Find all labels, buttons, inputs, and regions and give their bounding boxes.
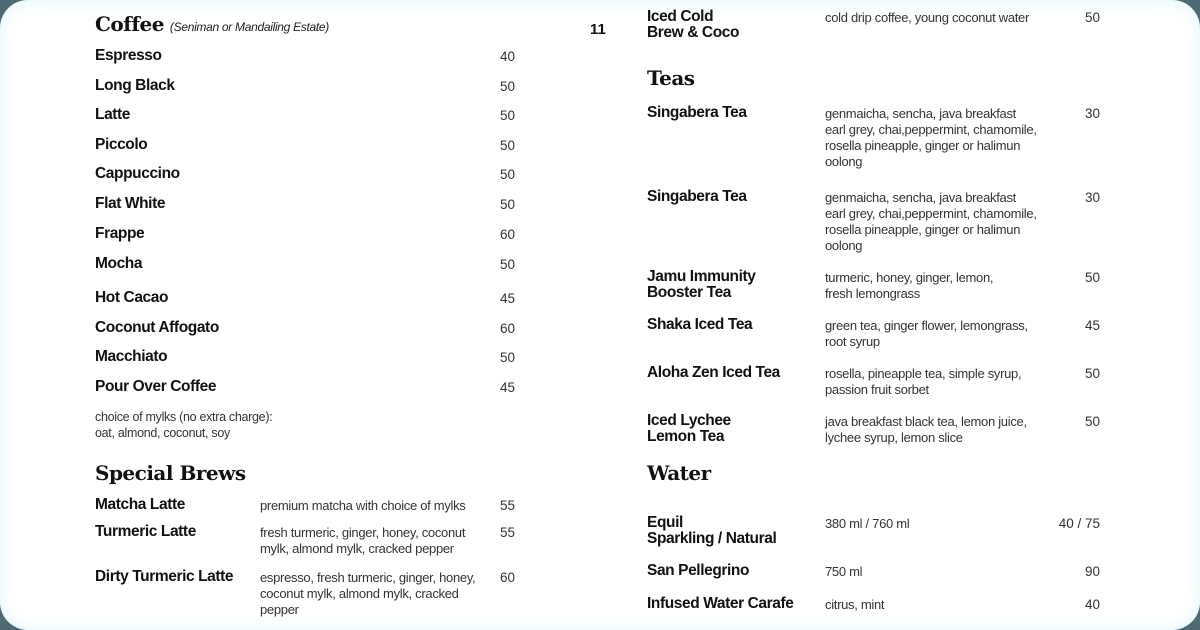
- menu-item-name: Piccolo: [95, 136, 148, 153]
- menu-item-name: [647, 105, 747, 121]
- name-line: Infused Water Carafe: [647, 595, 794, 612]
- menu-item-name: [647, 189, 747, 205]
- desc-line: rosella, pineapple tea, simple syrup,: [825, 366, 1022, 381]
- menu-item-name: Turmeric Latte: [95, 523, 196, 540]
- coffee-subtitle: (Seniman or Mandailing Estate): [169, 20, 330, 34]
- menu-item-desc: [825, 366, 1021, 398]
- menu-item-price: 55: [499, 498, 515, 513]
- menu-item-desc: [825, 414, 1027, 446]
- desc-line: pepper: [260, 602, 299, 617]
- menu-item-price: 30: [1084, 106, 1100, 121]
- name-line: Aloha Zen Iced Tea: [647, 364, 780, 381]
- desc-line: java breakfast black tea, lemon juice,: [825, 414, 1027, 429]
- desc-line: oolong: [825, 154, 863, 169]
- menu-item-name: [647, 515, 776, 547]
- teas-title: Teas: [647, 66, 695, 90]
- menu-item-price: 50: [499, 167, 515, 182]
- name-line: Shaka Iced Tea: [647, 316, 753, 333]
- page-number: 11: [590, 21, 606, 38]
- menu-item-name: [647, 9, 739, 41]
- menu-item-name: Latte: [95, 106, 131, 123]
- menu-item-desc: [825, 190, 1037, 254]
- name-line: Sparkling / Natural: [647, 530, 777, 547]
- name-line: Jamu Immunity: [647, 268, 756, 285]
- desc-line: coconut mylk, almond mylk, cracked: [260, 586, 459, 601]
- desc-line: genmaicha, sencha, java breakfast: [825, 106, 1016, 121]
- menu-item-name: Coconut Affogato: [95, 319, 219, 336]
- desc-line: fresh turmeric, ginger, honey, coconut: [260, 525, 466, 540]
- menu-item-desc: [825, 318, 1028, 350]
- menu-item-name: Frappe: [95, 225, 145, 242]
- menu-item-price: 50: [499, 257, 515, 272]
- desc-line: passion fruit sorbet: [825, 382, 929, 397]
- menu-item-price: 30: [1084, 190, 1100, 205]
- menu-item-name: [647, 563, 749, 579]
- mylk-note: [95, 409, 272, 441]
- menu-item-name: [647, 269, 756, 301]
- desc-line: root syrup: [825, 334, 880, 349]
- menu-item-price: 45: [1084, 318, 1100, 333]
- desc-line: rosella pineapple, ginger or halimun: [825, 138, 1021, 153]
- desc-line: oolong: [825, 238, 863, 253]
- menu-item-price: 50: [499, 138, 515, 153]
- menu-item-price: 50: [1084, 366, 1100, 381]
- water-title: Water: [647, 461, 711, 485]
- menu-item-desc: cold drip coffee, young coconut water: [825, 10, 1030, 25]
- menu-item-price: 45: [499, 291, 515, 306]
- menu-item-name: Flat White: [95, 195, 166, 212]
- menu-item-price: 50: [1084, 414, 1100, 429]
- menu-item-price: 50: [1084, 270, 1100, 285]
- menu-item-price: 90: [1084, 564, 1100, 579]
- menu-item-desc: [260, 498, 466, 514]
- desc-line: genmaicha, sencha, java breakfast: [825, 190, 1016, 205]
- name-line: Iced Cold: [647, 8, 714, 25]
- menu-item-price: 55: [499, 525, 515, 540]
- menu-item-name: Espresso: [95, 47, 162, 64]
- menu-item-name: [647, 365, 780, 381]
- desc-line: mylk, almond mylk, cracked pepper: [260, 541, 454, 556]
- menu-item-price: 50: [499, 108, 515, 123]
- menu-item-price: 40 / 75: [1058, 516, 1100, 531]
- special-brews-title: Special Brews: [95, 461, 246, 485]
- menu-item-desc: 750 ml: [825, 564, 863, 579]
- name-line: Iced Lychee: [647, 412, 731, 429]
- menu-item-price: 40: [1084, 597, 1100, 612]
- menu-item-price: 40: [499, 49, 515, 64]
- menu-item-price: 50: [499, 197, 515, 212]
- menu-item-name: Mocha: [95, 255, 143, 272]
- desc-line: espresso, fresh turmeric, ginger, honey,: [260, 570, 476, 585]
- coffee-section-title: [95, 12, 329, 36]
- menu-item-price: 45: [499, 380, 515, 395]
- menu-item-name: Macchiato: [95, 348, 168, 365]
- menu-item-name: Long Black: [95, 77, 175, 94]
- menu-item-name: Matcha Latte: [95, 496, 185, 513]
- desc-line: rosella pineapple, ginger or halimun: [825, 222, 1021, 237]
- menu-item-price: 50: [499, 79, 515, 94]
- name-line: Lemon Tea: [647, 428, 725, 445]
- menu-item-desc: [260, 525, 465, 557]
- desc-line: turmeric, honey, ginger, lemon,: [825, 270, 994, 285]
- name-line: Singabera Tea: [647, 188, 747, 205]
- name-line: Equil: [647, 514, 683, 531]
- menu-item-name: Pour Over Coffee: [95, 378, 217, 395]
- mylk-note-line1: choice of mylks (no extra charge):: [95, 410, 273, 424]
- menu-item-name: [647, 413, 731, 445]
- name-line: Singabera Tea: [647, 104, 747, 121]
- menu-item-name: [647, 596, 793, 612]
- name-line: San Pellegrino: [647, 562, 750, 579]
- menu-item-name: Cappuccino: [95, 165, 180, 182]
- desc-line: premium matcha with choice of mylks: [260, 498, 466, 513]
- mylk-note-line2: oat, almond, coconut, soy: [95, 426, 230, 440]
- desc-line: green tea, ginger flower, lemongrass,: [825, 318, 1028, 333]
- desc-line: earl grey, chai,peppermint, chamomile,: [825, 122, 1037, 137]
- menu-item-desc: 380 ml / 760 ml: [825, 516, 910, 531]
- coffee-title: Coffee: [95, 12, 164, 36]
- menu-item-price: 60: [499, 227, 515, 242]
- menu-item-desc: citrus, mint: [825, 597, 885, 612]
- menu-item-price: 50: [499, 350, 515, 365]
- desc-line: lychee syrup, lemon slice: [825, 430, 963, 445]
- menu-item-name: Hot Cacao: [95, 289, 169, 306]
- desc-line: fresh lemongrass: [825, 286, 920, 301]
- menu-item-price: 60: [499, 570, 515, 585]
- name-line: Brew & Coco: [647, 24, 740, 41]
- menu-item-price: 50: [1084, 10, 1100, 25]
- menu-item-price: 60: [499, 321, 515, 336]
- menu-item-desc: [825, 106, 1037, 170]
- desc-line: earl grey, chai,peppermint, chamomile,: [825, 206, 1037, 221]
- menu-item-name: Dirty Turmeric Latte: [95, 568, 234, 585]
- menu-item-desc: [260, 570, 475, 618]
- menu-item-name: [647, 317, 752, 333]
- name-line: Booster Tea: [647, 284, 732, 301]
- menu-item-desc: [825, 270, 993, 302]
